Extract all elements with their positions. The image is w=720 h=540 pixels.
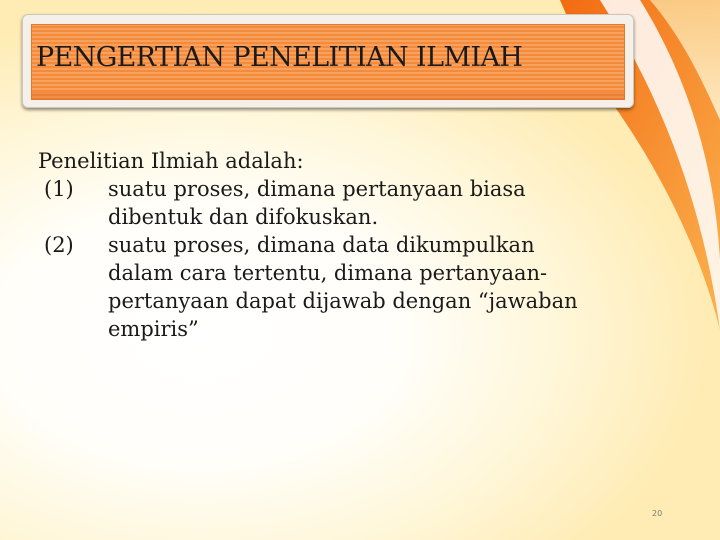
item-text xyxy=(108,231,668,343)
slide-title: PENGERTIAN PENELITIAN ILMIAH xyxy=(36,42,523,73)
item-line: pertanyaan dapat dijawab dengan “jawaban xyxy=(108,289,578,313)
item-line: dalam cara tertentu, dimana pertanyaan- xyxy=(108,261,548,285)
list-item xyxy=(38,175,678,231)
item-line: empiris” xyxy=(108,317,199,341)
slide-body xyxy=(38,147,678,343)
page-number: 20 xyxy=(652,509,663,518)
item-line: suatu proses, dimana pertanyaan biasa xyxy=(108,177,526,201)
item-number: (1) xyxy=(44,177,74,201)
intro-text: Penelitian Ilmiah adalah: xyxy=(38,149,304,173)
item-number: (2) xyxy=(44,233,74,257)
item-line: dibentuk dan difokuskan. xyxy=(108,205,379,229)
list-item xyxy=(38,231,678,343)
item-text xyxy=(108,175,668,231)
item-line: suatu proses, dimana data dikumpulkan xyxy=(108,233,535,257)
